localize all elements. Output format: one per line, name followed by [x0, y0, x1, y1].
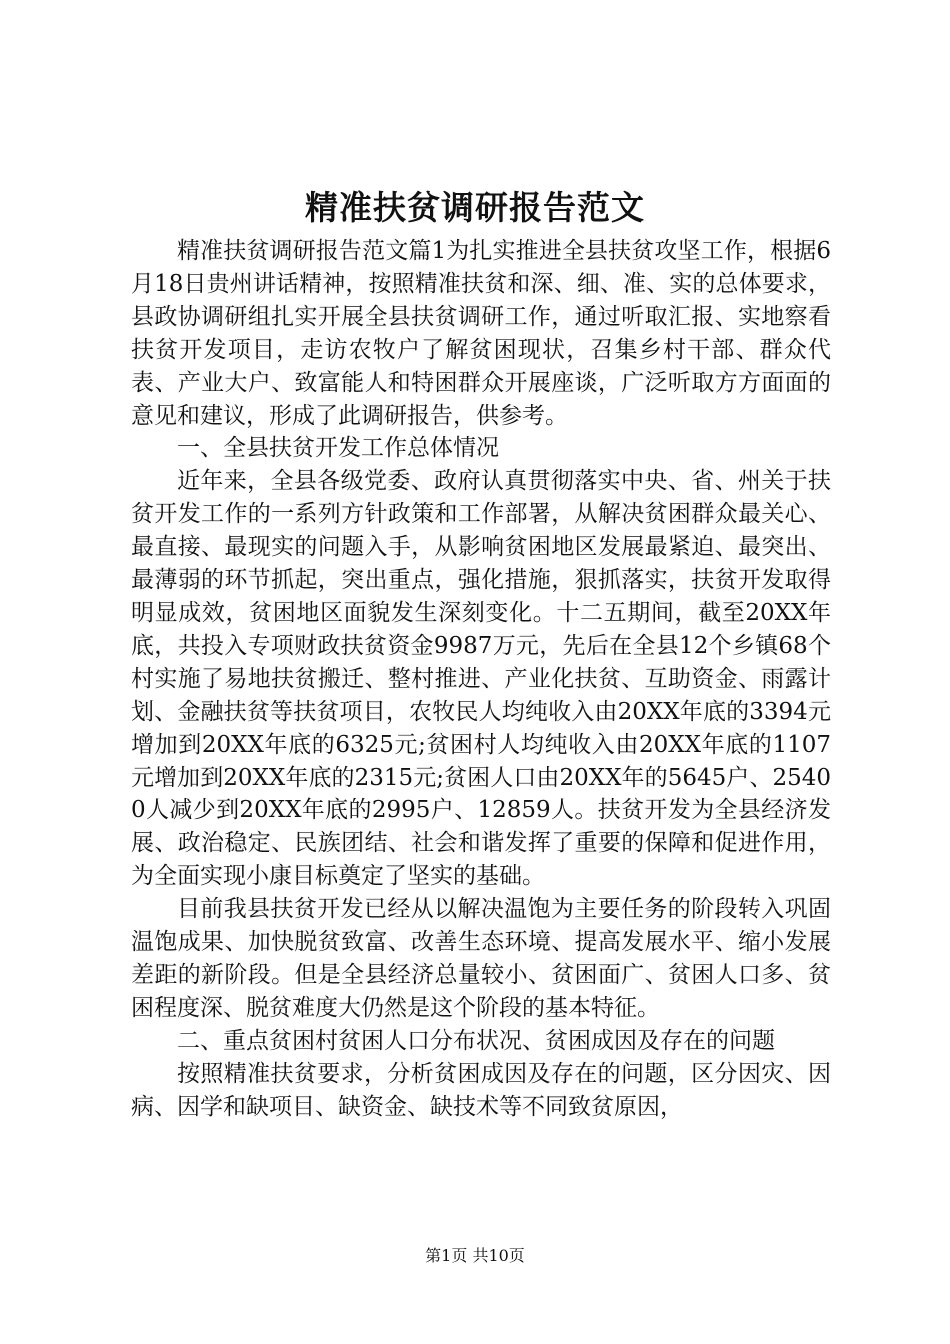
- section-heading-2: 二、重点贫困村贫困人口分布状况、贫困成因及存在的问题: [177, 1027, 775, 1054]
- document-title: 精准扶贫调研报告范文: [305, 188, 645, 227]
- page-number: 第1页 共10页: [425, 1246, 525, 1265]
- paragraph-analysis: 按照精准扶贫要求，分析贫困成因及存在的问题，区分因灾、因病、因学和缺项目、缺资金、缺技术等不同致贫原因，: [131, 1060, 831, 1120]
- paragraph-overview: 近年来，全县各级党委、政府认真贯彻落实中央、省、州关于扶贫开发工作的一系列方针政策和工作部署，从解决贫困群众最关心、最直接、最现实的问题入手，从影响贫困地区发展最紧迫、最突出、最薄弱的环节抓起，突出重点，强化措施，狠抓落实，扶贫开发取得明显成效，贫困地区面貌发生深刻变化。十二五期间，截至20XX年底，共投入专项财政扶贫资金9987万元，先后在全县12个乡镇68个村实施了易地扶贫搬迁、整村推进、产业化扶贫、互助资金、雨露计划、金融扶贫等扶贫项目，农牧民人均纯收入由20XX年底的3394元增加到20XX年底的6325元;贫困村人均纯收入由20XX年底的1107元增加到20XX年底的2315元;贫困人口由20XX年的5645户、25400人减少到20XX年底的2995户、12859人。扶贫开发为全县经济发展、政治稳定、民族团结、社会和谐发挥了重要的保障和促进作用，为全面实现小康目标奠定了坚实的基础。: [131, 468, 831, 890]
- document-body: [131, 235, 831, 1123]
- section-heading-1: 一、全县扶贫开发工作总体情况: [177, 435, 499, 462]
- paragraph-current-stage: 目前我县扶贫开发已经从以解决温饱为主要任务的阶段转入巩固温饱成果、加快脱贫致富、改善生态环境、提高发展水平、缩小发展差距的新阶段。但是全县经济总量较小、贫困面广、贫困人口多、贫困程度深、脱贫难度大仍然是这个阶段的基本特征。: [131, 896, 831, 1021]
- paragraph-intro: 精准扶贫调研报告范文篇1为扎实推进全县扶贫攻坚工作，根据6月18日贵州讲话精神，按照精准扶贫和深、细、准、实的总体要求，县政协调研组扎实开展全县扶贫调研工作，通过听取汇报、实地察看扶贫开发项目，走访农牧户了解贫困现状，召集乡村干部、群众代表、产业大户、致富能人和特困群众开展座谈，广泛听取方方面面的意见和建议，形成了此调研报告，供参考。: [131, 238, 831, 429]
